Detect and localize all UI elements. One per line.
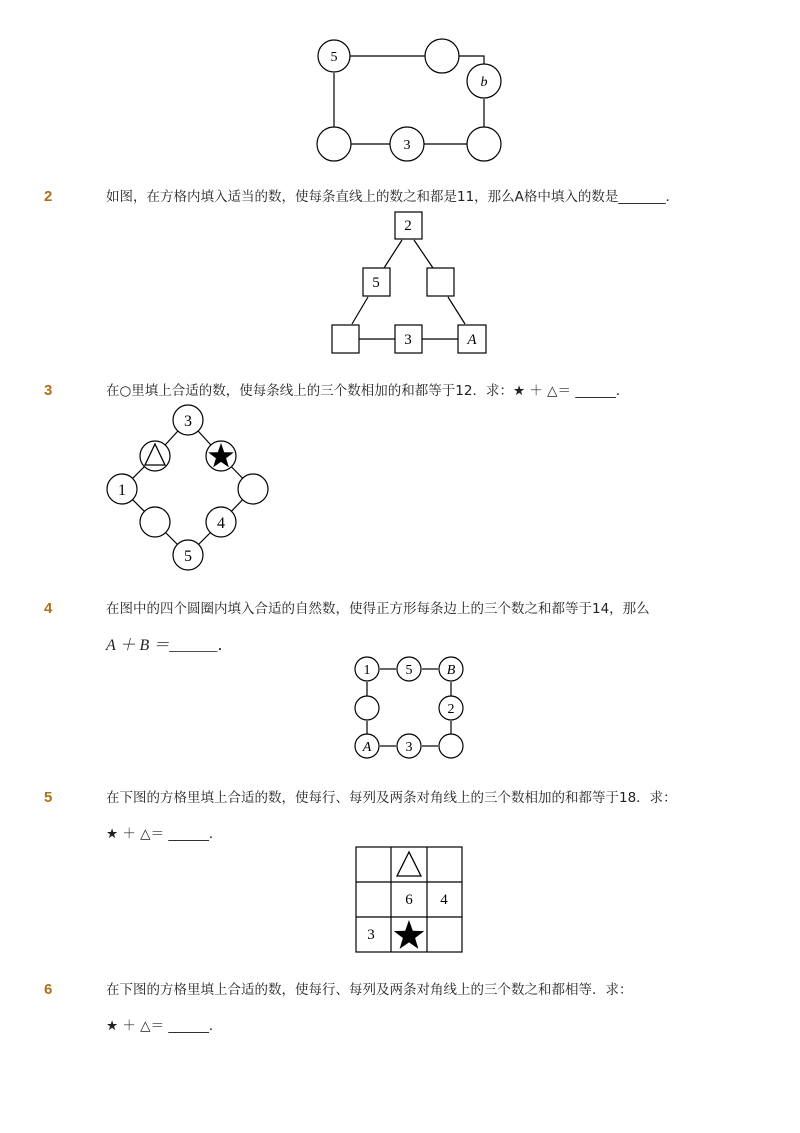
question-text-6-line2: ★ ＋ △＝ ______． [106, 1018, 223, 1034]
fig2-label-3: 3 [404, 332, 412, 348]
question-number-2: 2 [44, 188, 53, 205]
fig4-label-2: 2 [447, 702, 455, 717]
fig3-label-3: 3 [184, 413, 192, 430]
fig1-label-5: 5 [330, 50, 338, 65]
fig4-label-B: B [446, 663, 456, 678]
fig3-label-5: 5 [184, 548, 192, 565]
fig4-label-5: 5 [405, 663, 413, 678]
question-text-5: 在下图的方格里填上合适的数，使每行、每列及两条对角线上的三个数相加的和都等于18．求： [106, 790, 677, 806]
fig2-label-A: A [467, 332, 477, 348]
fig4-label-3: 3 [405, 740, 413, 755]
question-text-3: 在○里填上合适的数，使每条线上的三个数相加的和都等于12．求：★ ＋ △＝ ______． [106, 383, 630, 399]
question-number-3: 3 [44, 382, 53, 399]
triangle-icon [397, 852, 421, 876]
fig4-label-1: 1 [363, 663, 371, 678]
question-text-6: 在下图的方格里填上合适的数，使每行、每列及两条对角线上的三个数之和都相等．求： [106, 982, 633, 998]
question-text-4-line2: A ＋ B ＝______． [106, 637, 234, 654]
fig2-label-5: 5 [372, 275, 380, 291]
question-text-2: 如图，在方格内填入适当的数，使每条直线上的数之和都是11，那么A格中填入的数是_______． [106, 189, 680, 205]
fig1-label-b: b [480, 75, 488, 90]
question-text-5-line2: ★ ＋ △＝ ______． [106, 826, 223, 842]
star-icon [394, 920, 424, 949]
fig4-label-A: A [362, 740, 372, 755]
fig3-label-1: 1 [118, 482, 126, 499]
question-number-4: 4 [44, 600, 53, 617]
question-number-6: 6 [44, 981, 53, 998]
fig3-label-4: 4 [217, 515, 225, 532]
question-text-4: 在图中的四个圆圈内填入合适的自然数，使得正方形每条边上的三个数之和都等于14，那么 [106, 601, 650, 617]
grid-cell-4: 4 [440, 892, 448, 908]
question-number-5: 5 [44, 789, 53, 806]
fig2-label-2: 2 [404, 218, 412, 234]
grid-cell-3: 3 [367, 927, 375, 943]
fig1-label-3: 3 [403, 138, 411, 153]
grid-cell-6: 6 [405, 892, 413, 908]
